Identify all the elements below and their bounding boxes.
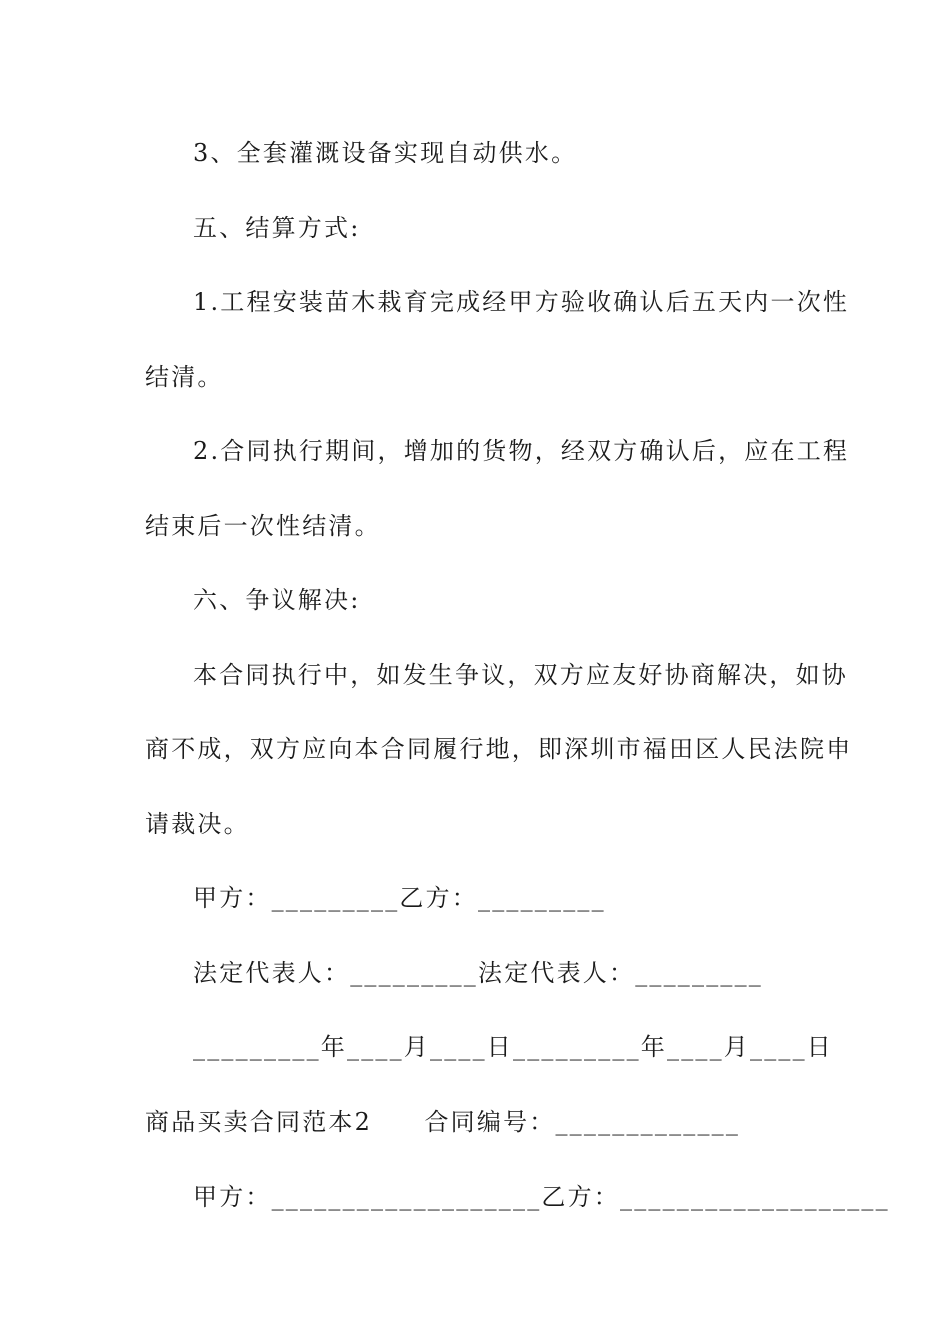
settlement-item-2: 2.合同执行期间，增加的货物，经双方确认后，应在工程: [193, 437, 850, 465]
settlement-item-1: 1.工程安装苗木栽育完成经甲方验收确认后五天内一次性: [193, 288, 850, 316]
legal-representative-line: 法定代表人：_________法定代表人：_________: [193, 959, 763, 987]
section-heading-dispute: 六、争议解决:: [193, 586, 361, 614]
settlement-item-2-continued: 结束后一次性结清。: [145, 512, 381, 540]
contract-template-2-heading: 商品买卖合同范本2 合同编号：_____________: [145, 1108, 741, 1136]
dispute-paragraph-line-2: 商不成，双方应向本合同履行地，即深圳市福田区人民法院申: [145, 735, 853, 763]
dispute-paragraph-line-3: 请裁决。: [145, 810, 250, 838]
dispute-paragraph-line-1: 本合同执行中，如发生争议，双方应友好协商解决，如协: [193, 661, 848, 689]
section-heading-settlement: 五、结算方式:: [193, 214, 361, 242]
date-line: _________年____月____日_________年____月____日: [193, 1033, 833, 1061]
contract-2-party-line: 甲方：___________________乙方：___________________: [193, 1183, 890, 1211]
settlement-item-1-continued: 结清。: [145, 363, 224, 391]
clause-irrigation: 3、全套灌溉设备实现自动供水。: [193, 139, 578, 167]
party-signature-line: 甲方：_________乙方：_________: [193, 884, 606, 912]
